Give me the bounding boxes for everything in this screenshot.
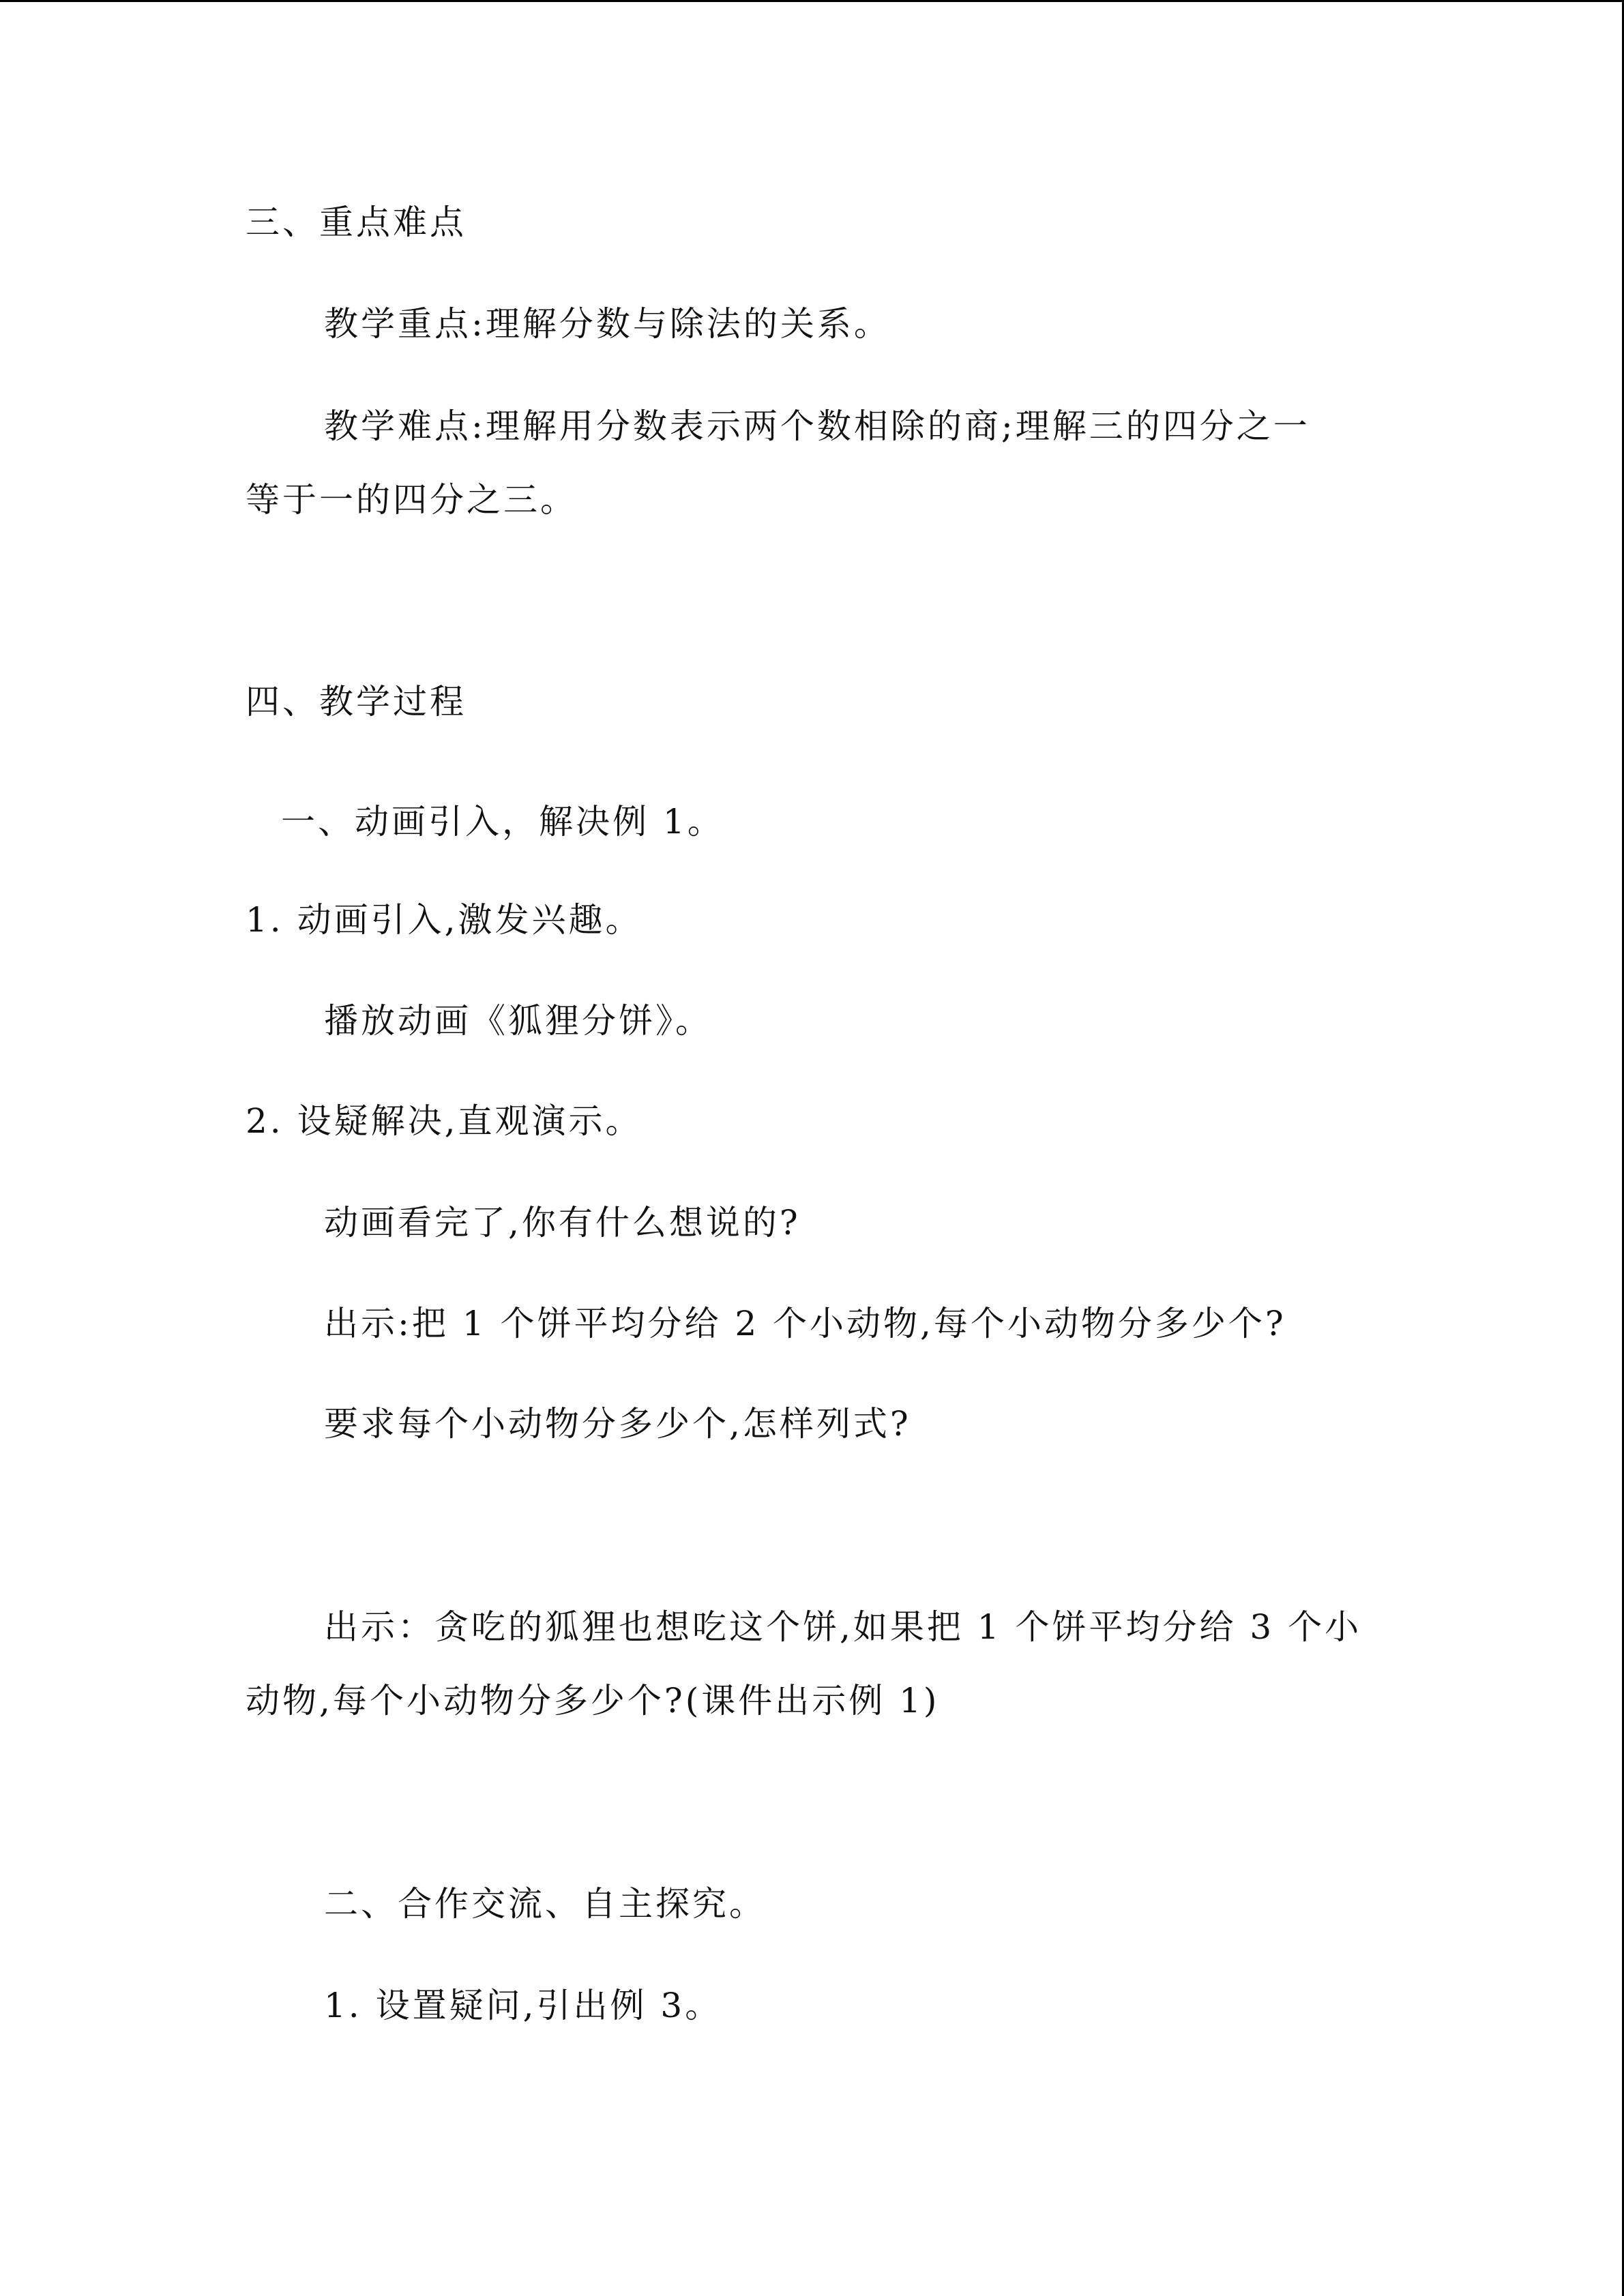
- play-animation-text: 播放动画《狐狸分饼》。: [324, 1001, 712, 1041]
- section-heading-key-points: 三、重点难点: [246, 203, 467, 242]
- teaching-focus: 教学重点:理解分数与除法的关系。: [324, 304, 891, 344]
- fox-problem-line-2: 动物,每个小动物分多少个?(课件出示例 1): [246, 1681, 940, 1720]
- teaching-difficulty-line-2: 等于一的四分之三。: [246, 480, 577, 520]
- fox-problem-line-1: 出示：贪吃的狐狸也想吃这个饼,如果把 1 个饼平均分给 3 个小: [324, 1607, 1362, 1647]
- subsection-animation-intro: 一、动画引入，解决例 1。: [281, 802, 724, 841]
- subsection-cooperative-exploration: 二、合作交流、自主探究。: [324, 1884, 766, 1924]
- page-top-border: [0, 0, 1624, 2]
- section-heading-teaching-process: 四、教学过程: [246, 682, 467, 721]
- show-problem-text: 出示:把 1 个饼平均分给 2 个小动物,每个小动物分多少个?: [324, 1304, 1286, 1343]
- animation-question: 动画看完了,你有什么想说的?: [324, 1203, 801, 1242]
- equation-question: 要求每个小动物分多少个,怎样列式?: [324, 1404, 911, 1444]
- step-2-heading: 2. 设疑解决,直观演示。: [246, 1101, 643, 1141]
- step-set-question: 1. 设置疑问,引出例 3。: [324, 1986, 722, 2025]
- step-1-heading: 1. 动画引入,激发兴趣。: [246, 900, 643, 940]
- teaching-difficulty-line-1: 教学难点:理解用分数表示两个数相除的商;理解三的四分之一: [324, 406, 1310, 446]
